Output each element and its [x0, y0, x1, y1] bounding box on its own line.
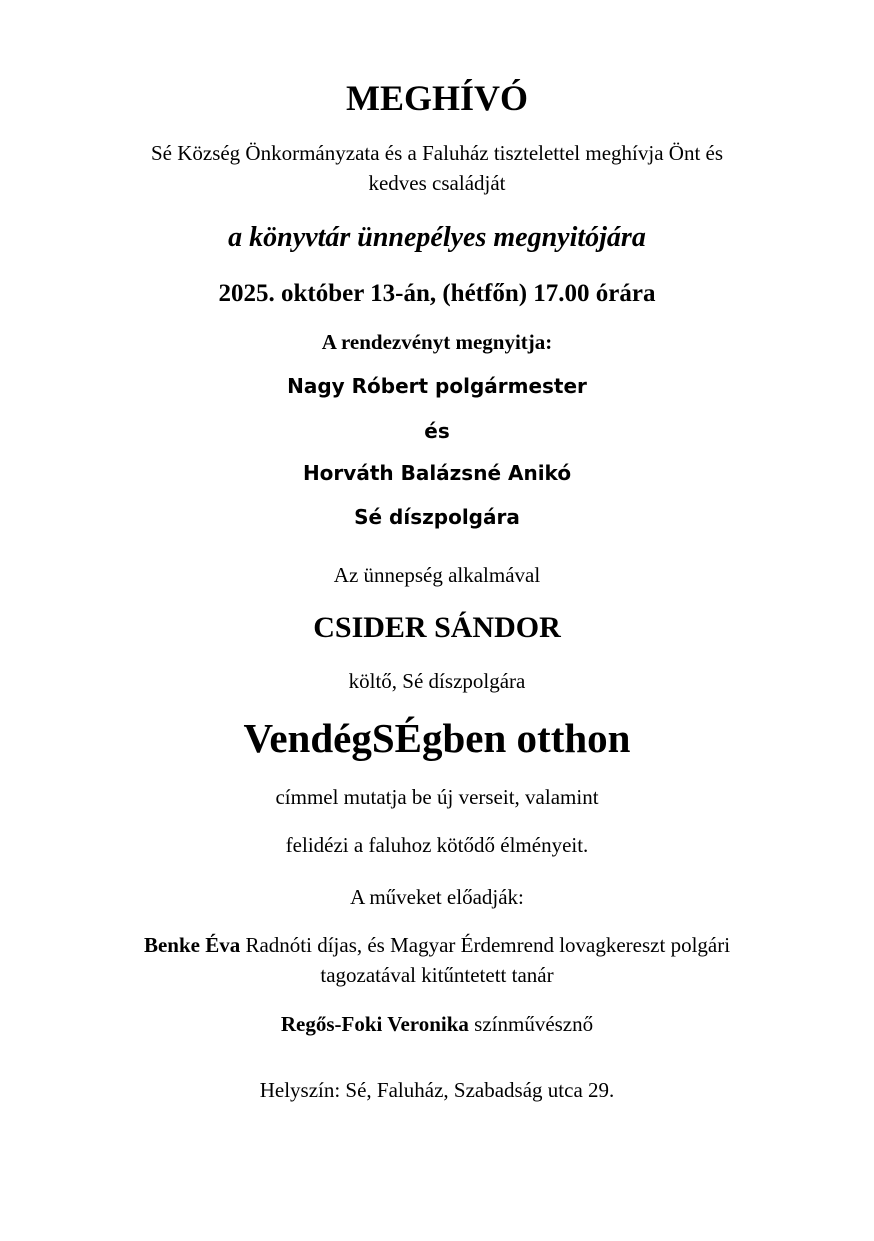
- opener-second: Horváth Balázsné Anikó: [302, 461, 572, 485]
- program-desc-line-2: felidézi a faluhoz kötődő élményeit.: [285, 833, 589, 857]
- performer-first-line-1: [0, 935, 874, 956]
- intro-line-1: Sé Község Önkormányzata és a Faluház tisztelettel meghívja Önt és: [150, 141, 724, 165]
- performer-second-desc: színművésznő: [468, 1012, 594, 1036]
- performer-second-name: Regős-Foki Veronika: [280, 1012, 469, 1036]
- opener-first: Nagy Róbert polgármester: [287, 374, 587, 398]
- event-datetime: 2025. október 13-án, (hétfőn) 17.00 órára: [218, 280, 656, 307]
- performers-label: A műveket előadják:: [350, 885, 524, 909]
- opener-second-title: Sé díszpolgára: [354, 505, 520, 529]
- opener-conjunction: és: [424, 419, 450, 443]
- performer-first-name: Benke Éva: [143, 933, 241, 957]
- intro-line-2: kedves családját: [368, 171, 506, 195]
- poet-role: költő, Sé díszpolgára: [348, 669, 526, 693]
- performer-first-line-2: tagozatával kitűntetett tanár: [320, 963, 554, 987]
- poet-name: CSIDER SÁNDOR: [313, 611, 561, 644]
- performer-first-desc: Radnóti díjas, és Magyar Érdemrend lovagkereszt polgári: [240, 933, 731, 957]
- performer-second-line: [0, 1014, 874, 1035]
- event-intro: Az ünnepség alkalmával: [333, 563, 541, 587]
- program-title: VendégSÉgben otthon: [243, 715, 631, 761]
- occasion-subtitle: a könyvtár ünnepélyes megnyitójára: [228, 222, 646, 253]
- program-desc-line-1: címmel mutatja be új verseit, valamint: [275, 785, 599, 809]
- page-title: MEGHÍVÓ: [345, 78, 528, 118]
- event-location: Helyszín: Sé, Faluház, Szabadság utca 29.: [259, 1078, 615, 1102]
- opener-label: A rendezvényt megnyitja:: [321, 330, 553, 354]
